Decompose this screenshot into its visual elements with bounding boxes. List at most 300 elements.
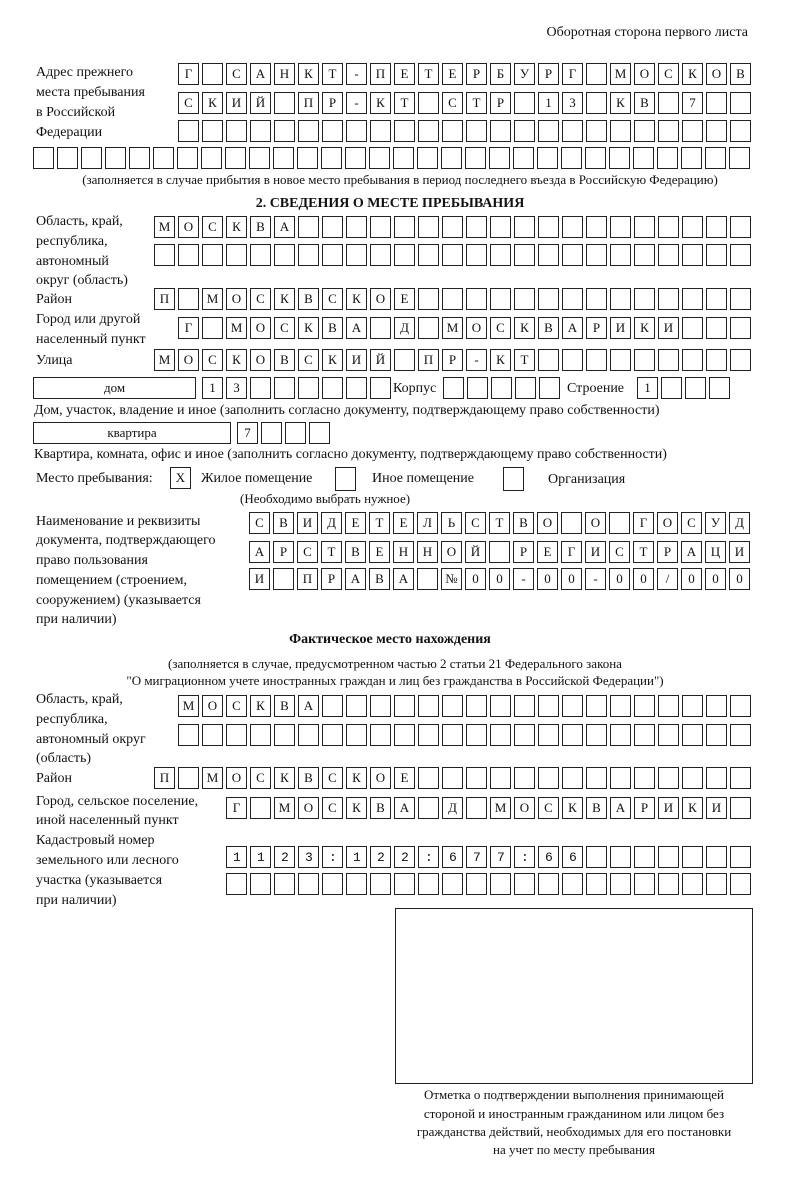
char-cell[interactable] [322, 695, 343, 717]
char-cell[interactable] [514, 92, 535, 114]
char-cell[interactable] [682, 244, 703, 266]
char-cell[interactable]: К [226, 216, 247, 238]
char-cell[interactable] [706, 767, 727, 789]
char-cell[interactable]: К [346, 767, 367, 789]
char-cell[interactable] [442, 873, 463, 895]
char-cell[interactable] [394, 216, 415, 238]
char-cell[interactable] [586, 120, 607, 142]
char-cell[interactable] [658, 120, 679, 142]
char-cell[interactable]: Д [442, 797, 463, 819]
char-cell[interactable]: Р [586, 317, 607, 339]
char-cell[interactable] [226, 120, 247, 142]
char-cell[interactable] [634, 288, 655, 310]
char-cell[interactable] [658, 695, 679, 717]
char-cell[interactable] [370, 695, 391, 717]
char-cell[interactable] [706, 317, 727, 339]
char-cell[interactable]: И [226, 92, 247, 114]
char-cell[interactable]: 1 [202, 377, 223, 399]
char-cell[interactable] [273, 147, 294, 169]
char-cell[interactable]: К [490, 349, 511, 371]
char-cell[interactable] [537, 147, 558, 169]
char-cell[interactable] [346, 244, 367, 266]
char-cell[interactable]: Е [369, 541, 390, 563]
char-cell[interactable] [586, 63, 607, 85]
char-cell[interactable]: Т [514, 349, 535, 371]
char-cell[interactable]: О [298, 797, 319, 819]
char-cell[interactable] [658, 288, 679, 310]
char-cell[interactable] [154, 244, 175, 266]
char-cell[interactable] [298, 244, 319, 266]
char-cell[interactable] [490, 724, 511, 746]
char-cell[interactable]: Л [417, 512, 438, 534]
char-cell[interactable] [346, 377, 367, 399]
char-cell[interactable] [202, 317, 223, 339]
char-cell[interactable] [322, 216, 343, 238]
char-cell[interactable] [274, 724, 295, 746]
char-cell[interactable]: 0 [489, 568, 510, 590]
char-cell[interactable] [634, 349, 655, 371]
char-cell[interactable]: К [274, 767, 295, 789]
char-cell[interactable] [514, 288, 535, 310]
char-cell[interactable] [346, 216, 367, 238]
char-cell[interactable]: Г [561, 541, 582, 563]
char-cell[interactable] [418, 317, 439, 339]
char-cell[interactable]: Е [394, 767, 415, 789]
char-cell[interactable] [610, 695, 631, 717]
char-cell[interactable] [226, 724, 247, 746]
char-cell[interactable] [730, 349, 751, 371]
char-cell[interactable] [261, 422, 282, 444]
char-cell[interactable]: М [226, 317, 247, 339]
char-cell[interactable] [586, 92, 607, 114]
char-cell[interactable] [682, 873, 703, 895]
char-cell[interactable] [346, 724, 367, 746]
char-cell[interactable] [730, 244, 751, 266]
char-cell[interactable]: А [345, 568, 366, 590]
char-cell[interactable] [370, 317, 391, 339]
char-cell[interactable] [682, 216, 703, 238]
char-cell[interactable]: А [298, 695, 319, 717]
char-cell[interactable] [394, 349, 415, 371]
char-cell[interactable] [394, 244, 415, 266]
char-cell[interactable] [250, 377, 271, 399]
char-cell[interactable]: О [706, 63, 727, 85]
char-cell[interactable] [538, 724, 559, 746]
char-cell[interactable] [682, 288, 703, 310]
char-cell[interactable] [250, 797, 271, 819]
char-cell[interactable] [202, 724, 223, 746]
char-cell[interactable] [225, 147, 246, 169]
char-cell[interactable]: Т [369, 512, 390, 534]
char-cell[interactable] [706, 120, 727, 142]
char-cell[interactable] [370, 724, 391, 746]
char-cell[interactable]: С [250, 288, 271, 310]
char-cell[interactable]: О [657, 512, 678, 534]
char-cell[interactable] [298, 216, 319, 238]
char-cell[interactable]: В [273, 512, 294, 534]
char-cell[interactable] [466, 216, 487, 238]
char-cell[interactable]: Й [465, 541, 486, 563]
char-cell[interactable] [610, 216, 631, 238]
char-cell[interactable] [274, 92, 295, 114]
char-cell[interactable] [586, 244, 607, 266]
char-cell[interactable]: А [249, 541, 270, 563]
char-cell[interactable]: О [250, 349, 271, 371]
char-cell[interactable] [634, 873, 655, 895]
char-cell[interactable] [442, 695, 463, 717]
char-cell[interactable]: К [370, 92, 391, 114]
char-cell[interactable]: Н [274, 63, 295, 85]
char-cell[interactable] [309, 422, 330, 444]
char-cell[interactable]: О [250, 317, 271, 339]
char-cell[interactable] [538, 120, 559, 142]
char-cell[interactable] [442, 288, 463, 310]
char-cell[interactable] [442, 120, 463, 142]
char-cell[interactable]: К [682, 63, 703, 85]
char-cell[interactable]: П [370, 63, 391, 85]
char-cell[interactable] [610, 244, 631, 266]
char-cell[interactable]: О [226, 288, 247, 310]
char-cell[interactable] [633, 147, 654, 169]
char-cell[interactable] [730, 873, 751, 895]
char-cell[interactable] [730, 767, 751, 789]
char-cell[interactable] [706, 244, 727, 266]
char-cell[interactable]: У [514, 63, 535, 85]
flat-type-field[interactable]: квартира [33, 422, 231, 444]
char-cell[interactable]: С [681, 512, 702, 534]
char-cell[interactable] [467, 377, 488, 399]
char-cell[interactable] [586, 349, 607, 371]
char-cell[interactable] [730, 92, 751, 114]
char-cell[interactable] [322, 873, 343, 895]
char-cell[interactable] [298, 724, 319, 746]
char-cell[interactable] [514, 244, 535, 266]
char-cell[interactable]: Г [633, 512, 654, 534]
char-cell[interactable]: Т [321, 541, 342, 563]
char-cell[interactable]: Р [273, 541, 294, 563]
char-cell[interactable] [562, 695, 583, 717]
char-cell[interactable]: С [322, 797, 343, 819]
char-cell[interactable] [57, 147, 78, 169]
char-cell[interactable]: / [657, 568, 678, 590]
char-cell[interactable] [706, 695, 727, 717]
char-cell[interactable] [610, 120, 631, 142]
char-cell[interactable]: С [297, 541, 318, 563]
checkbox-organization[interactable] [503, 467, 524, 491]
char-cell[interactable] [634, 216, 655, 238]
char-cell[interactable] [418, 244, 439, 266]
char-cell[interactable]: П [297, 568, 318, 590]
char-cell[interactable]: 3 [562, 92, 583, 114]
char-cell[interactable] [178, 120, 199, 142]
char-cell[interactable]: В [322, 317, 343, 339]
char-cell[interactable] [729, 147, 750, 169]
char-cell[interactable] [285, 422, 306, 444]
char-cell[interactable]: С [322, 288, 343, 310]
char-cell[interactable]: - [346, 63, 367, 85]
char-cell[interactable] [538, 288, 559, 310]
char-cell[interactable]: 1 [538, 92, 559, 114]
char-cell[interactable] [730, 216, 751, 238]
char-cell[interactable] [441, 147, 462, 169]
char-cell[interactable] [682, 695, 703, 717]
char-cell[interactable] [394, 724, 415, 746]
char-cell[interactable] [609, 512, 630, 534]
char-cell[interactable]: К [202, 92, 223, 114]
char-cell[interactable] [562, 288, 583, 310]
char-cell[interactable] [538, 873, 559, 895]
char-cell[interactable] [226, 244, 247, 266]
char-cell[interactable] [658, 724, 679, 746]
char-cell[interactable] [178, 724, 199, 746]
char-cell[interactable] [586, 873, 607, 895]
char-cell[interactable] [370, 244, 391, 266]
char-cell[interactable] [634, 244, 655, 266]
char-cell[interactable]: Е [345, 512, 366, 534]
char-cell[interactable] [202, 244, 223, 266]
char-cell[interactable]: 0 [609, 568, 630, 590]
char-cell[interactable]: К [274, 288, 295, 310]
char-cell[interactable] [562, 349, 583, 371]
char-cell[interactable] [513, 147, 534, 169]
char-cell[interactable] [370, 120, 391, 142]
char-cell[interactable] [202, 120, 223, 142]
char-cell[interactable] [682, 120, 703, 142]
char-cell[interactable]: Р [442, 349, 463, 371]
char-cell[interactable] [466, 120, 487, 142]
char-cell[interactable] [274, 377, 295, 399]
char-cell[interactable]: 0 [729, 568, 750, 590]
char-cell[interactable] [249, 147, 270, 169]
char-cell[interactable]: С [250, 767, 271, 789]
char-cell[interactable] [730, 797, 751, 819]
char-cell[interactable] [610, 349, 631, 371]
char-cell[interactable] [658, 767, 679, 789]
char-cell[interactable]: В [298, 767, 319, 789]
char-cell[interactable]: С [465, 512, 486, 534]
char-cell[interactable] [346, 695, 367, 717]
char-cell[interactable]: И [249, 568, 270, 590]
char-cell[interactable]: 0 [537, 568, 558, 590]
char-cell[interactable] [562, 216, 583, 238]
char-cell[interactable] [538, 244, 559, 266]
char-cell[interactable]: К [322, 349, 343, 371]
char-cell[interactable]: Е [442, 63, 463, 85]
char-cell[interactable] [730, 695, 751, 717]
char-cell[interactable]: О [537, 512, 558, 534]
char-cell[interactable]: А [393, 568, 414, 590]
char-cell[interactable] [538, 767, 559, 789]
char-cell[interactable] [706, 216, 727, 238]
char-cell[interactable] [610, 873, 631, 895]
char-cell[interactable] [466, 767, 487, 789]
char-cell[interactable]: Г [226, 797, 247, 819]
char-cell[interactable]: Е [394, 288, 415, 310]
char-cell[interactable]: В [370, 797, 391, 819]
char-cell[interactable] [490, 244, 511, 266]
char-cell[interactable]: М [202, 767, 223, 789]
char-cell[interactable]: О [441, 541, 462, 563]
char-cell[interactable] [657, 147, 678, 169]
char-cell[interactable]: Д [394, 317, 415, 339]
char-cell[interactable] [586, 288, 607, 310]
char-cell[interactable] [442, 767, 463, 789]
char-cell[interactable] [298, 377, 319, 399]
char-cell[interactable] [514, 767, 535, 789]
char-cell[interactable]: Р [490, 92, 511, 114]
char-cell[interactable] [730, 724, 751, 746]
char-cell[interactable] [682, 317, 703, 339]
char-cell[interactable] [466, 873, 487, 895]
char-cell[interactable] [418, 288, 439, 310]
char-cell[interactable]: М [442, 317, 463, 339]
char-cell[interactable]: Р [322, 92, 343, 114]
char-cell[interactable]: Р [466, 63, 487, 85]
char-cell[interactable] [418, 92, 439, 114]
char-cell[interactable] [226, 873, 247, 895]
char-cell[interactable]: С [609, 541, 630, 563]
char-cell[interactable]: И [610, 317, 631, 339]
char-cell[interactable]: П [154, 288, 175, 310]
char-cell[interactable]: 7 [237, 422, 258, 444]
char-cell[interactable] [442, 216, 463, 238]
char-cell[interactable]: О [585, 512, 606, 534]
house-type-field[interactable]: дом [33, 377, 196, 399]
char-cell[interactable]: К [250, 695, 271, 717]
char-cell[interactable]: В [298, 288, 319, 310]
char-cell[interactable]: О [226, 767, 247, 789]
char-cell[interactable] [562, 244, 583, 266]
char-cell[interactable]: Г [178, 317, 199, 339]
char-cell[interactable] [562, 724, 583, 746]
char-cell[interactable] [539, 377, 560, 399]
char-cell[interactable]: С [538, 797, 559, 819]
char-cell[interactable]: Р [634, 797, 655, 819]
char-cell[interactable] [490, 120, 511, 142]
char-cell[interactable]: М [610, 63, 631, 85]
char-cell[interactable] [514, 695, 535, 717]
char-cell[interactable] [370, 873, 391, 895]
char-cell[interactable] [346, 120, 367, 142]
char-cell[interactable] [322, 724, 343, 746]
char-cell[interactable] [418, 873, 439, 895]
char-cell[interactable]: С [298, 349, 319, 371]
char-cell[interactable] [178, 288, 199, 310]
char-cell[interactable] [443, 377, 464, 399]
char-cell[interactable]: В [634, 92, 655, 114]
char-cell[interactable]: Е [393, 512, 414, 534]
char-cell[interactable]: Г [562, 63, 583, 85]
char-cell[interactable] [730, 317, 751, 339]
char-cell[interactable] [538, 216, 559, 238]
char-cell[interactable]: С [322, 767, 343, 789]
char-cell[interactable] [466, 797, 487, 819]
char-cell[interactable] [322, 120, 343, 142]
char-cell[interactable] [562, 873, 583, 895]
char-cell[interactable]: И [297, 512, 318, 534]
char-cell[interactable]: Р [538, 63, 559, 85]
char-cell[interactable]: Т [322, 63, 343, 85]
char-cell[interactable] [634, 695, 655, 717]
char-cell[interactable] [658, 873, 679, 895]
char-cell[interactable]: А [681, 541, 702, 563]
char-cell[interactable] [369, 147, 390, 169]
char-cell[interactable] [321, 147, 342, 169]
char-cell[interactable] [250, 873, 271, 895]
char-cell[interactable]: Н [417, 541, 438, 563]
char-cell[interactable]: В [274, 695, 295, 717]
char-cell[interactable] [202, 63, 223, 85]
char-cell[interactable] [250, 244, 271, 266]
char-cell[interactable] [685, 377, 706, 399]
char-cell[interactable]: Й [250, 92, 271, 114]
char-cell[interactable]: Р [321, 568, 342, 590]
char-cell[interactable] [634, 724, 655, 746]
char-cell[interactable] [442, 244, 463, 266]
char-cell[interactable]: А [562, 317, 583, 339]
char-cell[interactable]: Н [393, 541, 414, 563]
char-cell[interactable] [562, 120, 583, 142]
char-cell[interactable] [201, 147, 222, 169]
char-cell[interactable]: К [514, 317, 535, 339]
char-cell[interactable] [417, 147, 438, 169]
char-cell[interactable] [634, 767, 655, 789]
char-cell[interactable]: 7 [682, 92, 703, 114]
char-cell[interactable] [466, 244, 487, 266]
char-cell[interactable] [586, 767, 607, 789]
char-cell[interactable]: К [346, 288, 367, 310]
char-cell[interactable] [491, 377, 512, 399]
char-cell[interactable]: Т [394, 92, 415, 114]
char-cell[interactable] [178, 244, 199, 266]
char-cell[interactable] [514, 724, 535, 746]
char-cell[interactable]: Б [490, 63, 511, 85]
char-cell[interactable] [489, 147, 510, 169]
char-cell[interactable]: К [298, 63, 319, 85]
char-cell[interactable] [682, 724, 703, 746]
char-cell[interactable] [394, 695, 415, 717]
char-cell[interactable]: К [610, 92, 631, 114]
char-cell[interactable] [465, 147, 486, 169]
char-cell[interactable]: № [441, 568, 462, 590]
char-cell[interactable]: О [178, 349, 199, 371]
char-cell[interactable] [466, 724, 487, 746]
char-cell[interactable] [490, 767, 511, 789]
char-cell[interactable] [298, 873, 319, 895]
char-cell[interactable] [610, 767, 631, 789]
char-cell[interactable]: Р [513, 541, 534, 563]
char-cell[interactable] [610, 288, 631, 310]
char-cell[interactable]: М [154, 349, 175, 371]
char-cell[interactable]: К [682, 797, 703, 819]
char-cell[interactable] [634, 120, 655, 142]
char-cell[interactable] [730, 120, 751, 142]
char-cell[interactable]: А [250, 63, 271, 85]
char-cell[interactable]: С [178, 92, 199, 114]
char-cell[interactable]: С [202, 216, 223, 238]
char-cell[interactable] [250, 120, 271, 142]
char-cell[interactable] [418, 695, 439, 717]
char-cell[interactable]: М [178, 695, 199, 717]
char-cell[interactable]: Е [537, 541, 558, 563]
char-cell[interactable]: Д [321, 512, 342, 534]
char-cell[interactable]: О [178, 216, 199, 238]
char-cell[interactable] [417, 568, 438, 590]
char-cell[interactable]: И [658, 797, 679, 819]
char-cell[interactable] [585, 147, 606, 169]
char-cell[interactable]: 0 [561, 568, 582, 590]
char-cell[interactable] [274, 120, 295, 142]
